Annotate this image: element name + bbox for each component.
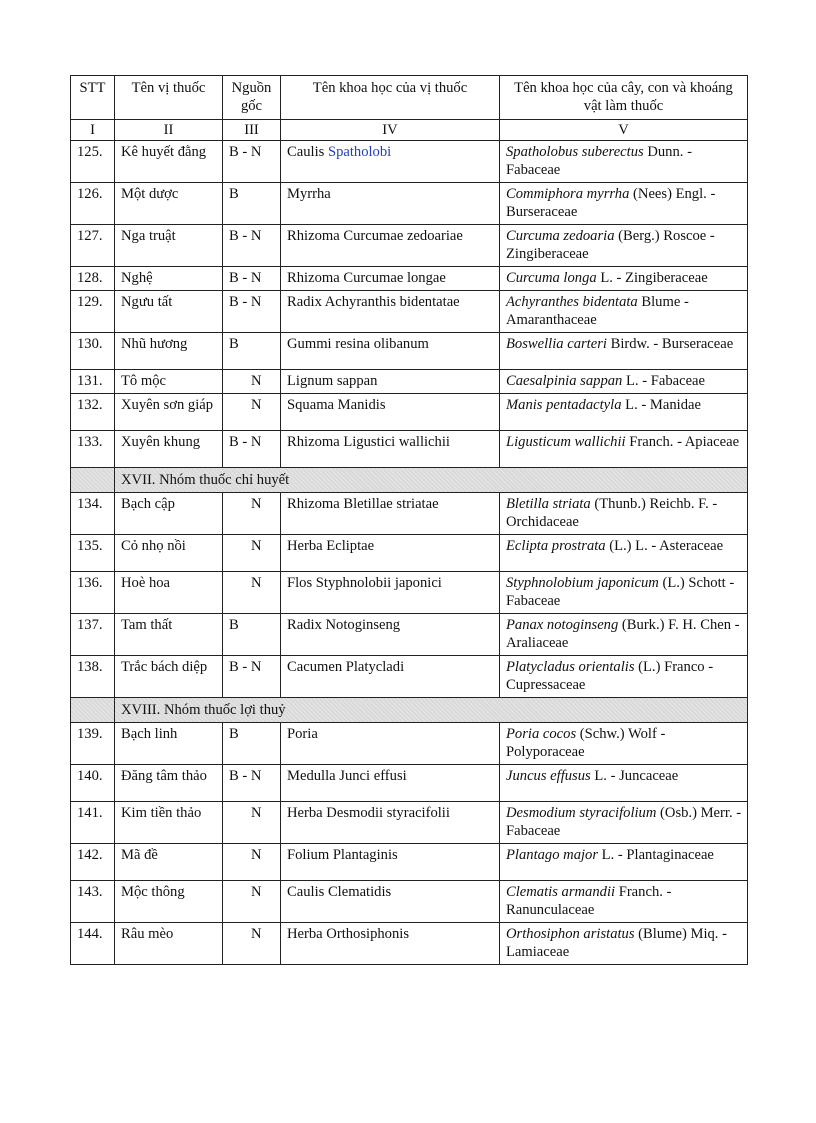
herb-name-text: Kê huyết đằng [121, 144, 207, 160]
herb-source [223, 291, 281, 333]
herb-source-text: B - N [229, 270, 262, 286]
herb-source [223, 881, 281, 923]
latin-name-text: Medulla Junci effusi [287, 768, 407, 784]
herb-name [115, 923, 223, 965]
species-italic: Boswellia carteri [506, 336, 607, 352]
row-number-text: 137. [77, 617, 103, 633]
herb-source-text: N [251, 926, 262, 942]
species-name [500, 723, 748, 765]
herb-name [115, 183, 223, 225]
herb-name-text: Một dược [121, 186, 179, 202]
herb-name [115, 572, 223, 614]
species-name [500, 333, 748, 370]
herb-source-text: B [229, 186, 239, 202]
species-rest: L. - Zingiberaceae [596, 270, 708, 286]
herb-name [115, 493, 223, 535]
species-italic: Manis pentadactyla [506, 397, 622, 413]
herb-name-text: Đăng tâm thảo [121, 768, 207, 784]
species-rest: (Schw.) Wolf - Polyporaceae [506, 726, 666, 760]
latin-name-text: Herba Orthosiphonis [287, 926, 410, 942]
row-number [71, 614, 115, 656]
row-number-text: 136. [77, 575, 103, 591]
row-number [71, 572, 115, 614]
herb-source [223, 394, 281, 431]
herb-name [115, 881, 223, 923]
species-name [500, 493, 748, 535]
roman-ii: II [115, 120, 223, 141]
herb-source-text: N [251, 805, 262, 821]
species-italic: Panax notoginseng [506, 617, 619, 633]
row-number [71, 881, 115, 923]
herb-source-text: N [251, 496, 262, 512]
row-number [71, 493, 115, 535]
latin-name-text: Radix Notoginseng [287, 617, 401, 633]
row-number-text: 133. [77, 434, 103, 450]
latin-name [281, 535, 500, 572]
species-name [500, 431, 748, 468]
species-rest: (Burk.) F. H. Chen - Araliaceae [506, 617, 740, 651]
latin-name-text: Poria [287, 726, 318, 742]
species-name [500, 394, 748, 431]
herb-source [223, 431, 281, 468]
herb-source-text: B [229, 336, 239, 352]
herb-source-text: B - N [229, 434, 262, 450]
species-rest: Franch. - Ranunculaceae [506, 884, 672, 918]
roman-iv: IV [281, 120, 500, 141]
latin-name-text: Rhizoma Bletillae striatae [287, 496, 439, 512]
species-italic: Caesalpinia sappan [506, 373, 623, 389]
latin-name [281, 881, 500, 923]
species-name [500, 765, 748, 802]
herb-name [115, 656, 223, 698]
row-number-text: 138. [77, 659, 103, 675]
table-row [71, 493, 748, 535]
latin-name-text: Folium Plantaginis [287, 847, 398, 863]
herb-source [223, 802, 281, 844]
group-header-row [71, 698, 748, 723]
latin-name [281, 183, 500, 225]
herb-name-text: Bạch linh [121, 726, 178, 742]
herb-source-text: N [251, 397, 262, 413]
species-name [500, 267, 748, 291]
herb-source-text: B [229, 726, 239, 742]
species-name [500, 225, 748, 267]
species-rest: L. - Plantaginaceae [598, 847, 714, 863]
herb-name-text: Kim tiền thảo [121, 805, 202, 821]
herb-source-text: B [229, 617, 239, 633]
herb-source [223, 614, 281, 656]
species-italic: Bletilla striata [506, 496, 591, 512]
herb-name-text: Nhũ hương [121, 336, 188, 352]
species-rest: (L.) Franco - Cupressaceae [506, 659, 714, 693]
row-number-text: 131. [77, 373, 103, 389]
table-row [71, 183, 748, 225]
latin-name [281, 923, 500, 965]
herb-source [223, 723, 281, 765]
row-number-text: 142. [77, 847, 103, 863]
row-number [71, 656, 115, 698]
row-number-text: 125. [77, 144, 103, 160]
latin-name [281, 765, 500, 802]
row-number-text: 144. [77, 926, 103, 942]
roman-v: V [500, 120, 748, 141]
herb-name [115, 225, 223, 267]
herb-name-text: Xuyên sơn giáp [121, 397, 214, 413]
latin-name-text: Flos Styphnolobii japonici [287, 575, 442, 591]
roman-numeral-row [71, 120, 748, 141]
table-row [71, 535, 748, 572]
group-title: XVII. Nhóm thuốc chỉ huyết [115, 468, 748, 493]
table-row [71, 141, 748, 183]
herb-name-text: Râu mèo [121, 926, 174, 942]
species-rest: L. - Manidae [621, 397, 701, 413]
species-name [500, 572, 748, 614]
row-number [71, 431, 115, 468]
species-italic: Curcuma longa [506, 270, 597, 286]
species-italic: Curcuma zedoaria [506, 228, 615, 244]
species-rest: (L.) L. - Asteraceae [605, 538, 724, 554]
herb-source-text: N [251, 373, 262, 389]
row-number [71, 394, 115, 431]
latin-name [281, 141, 500, 183]
herb-source [223, 923, 281, 965]
species-name [500, 844, 748, 881]
row-number [71, 535, 115, 572]
species-italic: Spatholobus suberectus [506, 144, 644, 160]
row-number-text: 129. [77, 294, 103, 310]
herb-name-text: Ngưu tất [121, 294, 173, 310]
species-name [500, 881, 748, 923]
herb-name [115, 141, 223, 183]
species-name [500, 614, 748, 656]
species-rest: (Nees) Engl. - Burseraceae [506, 186, 716, 220]
table-row [71, 431, 748, 468]
latin-name-text: Herba Ecliptae [287, 538, 375, 554]
herb-source [223, 535, 281, 572]
table-row [71, 802, 748, 844]
species-rest: Franch. - Apiaceae [625, 434, 740, 450]
herb-table [70, 75, 748, 965]
row-number [71, 291, 115, 333]
herb-source-text: B - N [229, 768, 262, 784]
group-title: XVIII. Nhóm thuốc lợi thuỷ [115, 698, 748, 723]
latin-name-text: Cacumen Platycladi [287, 659, 405, 675]
herb-name [115, 802, 223, 844]
latin-name-text: Rhizoma Curcumae zedoariae [287, 228, 463, 244]
herb-source [223, 765, 281, 802]
herb-source-text: B - N [229, 659, 262, 675]
herb-source [223, 493, 281, 535]
row-number-text: 130. [77, 336, 103, 352]
table-row [71, 614, 748, 656]
species-name [500, 291, 748, 333]
row-number [71, 225, 115, 267]
latin-name [281, 802, 500, 844]
herb-name-text: Nghệ [121, 270, 153, 286]
species-name [500, 535, 748, 572]
herb-name [115, 765, 223, 802]
latin-name [281, 614, 500, 656]
table-row [71, 881, 748, 923]
latin-link-text[interactable]: Spatholobi [327, 144, 392, 160]
species-rest: Blume - Amaranthaceae [506, 294, 689, 328]
herb-name [115, 291, 223, 333]
herb-source [223, 333, 281, 370]
species-name [500, 802, 748, 844]
species-italic: Achyranthes bidentata [506, 294, 638, 310]
herb-source [223, 370, 281, 394]
row-number [71, 141, 115, 183]
row-number-text: 127. [77, 228, 103, 244]
herb-name-text: Cỏ nhọ nồi [121, 538, 186, 554]
species-italic: Ligusticum wallichii [506, 434, 626, 450]
roman-i: I [71, 120, 115, 141]
herb-name-text: Mã đề [121, 847, 158, 863]
herb-source-text: B - N [229, 294, 262, 310]
herb-source [223, 183, 281, 225]
roman-iii: III [223, 120, 281, 141]
species-name [500, 183, 748, 225]
herb-name-text: Hoè hoa [121, 575, 171, 591]
table-row [71, 765, 748, 802]
col-header-latin: Tên khoa học của vị thuốc [281, 76, 500, 120]
species-italic: Juncus effusus [506, 768, 591, 784]
latin-name [281, 225, 500, 267]
herb-name [115, 844, 223, 881]
herb-name [115, 535, 223, 572]
latin-name-text: Rhizoma Curcumae longae [287, 270, 446, 286]
latin-name-text: Herba Desmodii styracifolii [287, 805, 450, 821]
herb-name-text: Tô mộc [121, 373, 166, 389]
herb-source-text: N [251, 884, 262, 900]
latin-name [281, 370, 500, 394]
row-number [71, 333, 115, 370]
table-row [71, 394, 748, 431]
herb-source-text: N [251, 575, 262, 591]
herb-name [115, 614, 223, 656]
latin-name-text: Rhizoma Ligustici wallichii [287, 434, 450, 450]
species-italic: Plantago major [506, 847, 599, 863]
latin-name-text: Myrrha [287, 186, 331, 202]
header-row [71, 76, 748, 120]
latin-name-text: Caulis Clematidis [287, 884, 392, 900]
table-row [71, 333, 748, 370]
group-header-row [71, 468, 748, 493]
latin-name-text: Radix Achyranthis bidentatae [287, 294, 460, 310]
latin-name [281, 431, 500, 468]
species-rest: L. - Juncaceae [590, 768, 679, 784]
herb-source [223, 141, 281, 183]
species-italic: Platycladus orientalis [506, 659, 635, 675]
row-number [71, 765, 115, 802]
row-number [71, 267, 115, 291]
herb-name [115, 431, 223, 468]
row-number [71, 370, 115, 394]
col-header-species: Tên khoa học của cây, con và khoáng vật làm thuốc [500, 76, 748, 120]
col-header-name: Tên vị thuốc [115, 76, 223, 120]
species-italic: Commiphora myrrha [506, 186, 630, 202]
herb-name-text: Tam thất [121, 617, 173, 633]
herb-name-text: Bạch cập [121, 496, 175, 512]
row-number [71, 923, 115, 965]
species-italic: Poria cocos [506, 726, 577, 742]
latin-name-text: Caulis [287, 144, 328, 160]
table-row [71, 267, 748, 291]
latin-name [281, 394, 500, 431]
species-name [500, 656, 748, 698]
herb-name [115, 370, 223, 394]
species-rest: (Thunb.) Reichb. F. - Orchidaceae [506, 496, 718, 530]
row-number-text: 135. [77, 538, 103, 554]
table-row [71, 225, 748, 267]
row-number-text: 139. [77, 726, 103, 742]
latin-name [281, 844, 500, 881]
herb-name-text: Xuyên khung [121, 434, 201, 450]
species-name [500, 923, 748, 965]
species-name [500, 141, 748, 183]
herb-name [115, 723, 223, 765]
latin-name-text: Squama Manidis [287, 397, 386, 413]
row-number-text: 134. [77, 496, 103, 512]
row-number-text: 132. [77, 397, 103, 413]
col-header-stt: STT [71, 76, 115, 120]
species-rest: (Osb.) Merr. - Fabaceae [506, 805, 742, 839]
table-row [71, 572, 748, 614]
row-number [71, 183, 115, 225]
latin-name [281, 333, 500, 370]
herb-name-text: Mộc thông [121, 884, 185, 900]
herb-source-text: B - N [229, 144, 262, 160]
herb-source-text: N [251, 847, 262, 863]
latin-name [281, 267, 500, 291]
species-rest: (Berg.) Roscoe - Zingiberaceae [506, 228, 715, 262]
row-number [71, 802, 115, 844]
herb-source [223, 267, 281, 291]
species-name [500, 370, 748, 394]
species-italic: Orthosiphon aristatus [506, 926, 635, 942]
species-rest: Birdw. - Burseraceae [606, 336, 734, 352]
latin-name-text: Lignum sappan [287, 373, 378, 389]
species-rest: Dunn. - Fabaceae [506, 144, 692, 178]
species-rest: (Blume) Miq. - Lamiaceae [506, 926, 727, 960]
latin-name-text: Gummi resina olibanum [287, 336, 429, 352]
species-italic: Desmodium styracifolium [506, 805, 657, 821]
herb-name [115, 394, 223, 431]
latin-name [281, 572, 500, 614]
table-row [71, 723, 748, 765]
herb-source [223, 844, 281, 881]
herb-name [115, 267, 223, 291]
col-header-source: Nguồn gốc [223, 76, 281, 120]
table-row [71, 923, 748, 965]
species-italic: Styphnolobium japonicum [506, 575, 659, 591]
row-number-text: 140. [77, 768, 103, 784]
herb-name-text: Trắc bách diệp [121, 659, 208, 675]
species-rest: L. - Fabaceae [622, 373, 706, 389]
table-row [71, 844, 748, 881]
table-row [71, 291, 748, 333]
row-number-text: 128. [77, 270, 103, 286]
table-row [71, 370, 748, 394]
latin-name [281, 656, 500, 698]
species-italic: Clematis armandii [506, 884, 616, 900]
row-number-text: 143. [77, 884, 103, 900]
latin-name [281, 723, 500, 765]
table-row [71, 656, 748, 698]
row-number-text: 141. [77, 805, 103, 821]
herb-source [223, 656, 281, 698]
species-rest: (L.) Schott - Fabaceae [506, 575, 735, 609]
herb-name-text: Nga truật [121, 228, 176, 244]
row-number [71, 844, 115, 881]
species-italic: Eclipta prostrata [506, 538, 606, 554]
herb-source-text: B - N [229, 228, 262, 244]
row-number [71, 723, 115, 765]
row-number-text: 126. [77, 186, 103, 202]
herb-name [115, 333, 223, 370]
latin-name [281, 291, 500, 333]
herb-source [223, 572, 281, 614]
latin-name [281, 493, 500, 535]
herb-source-text: N [251, 538, 262, 554]
herb-source [223, 225, 281, 267]
